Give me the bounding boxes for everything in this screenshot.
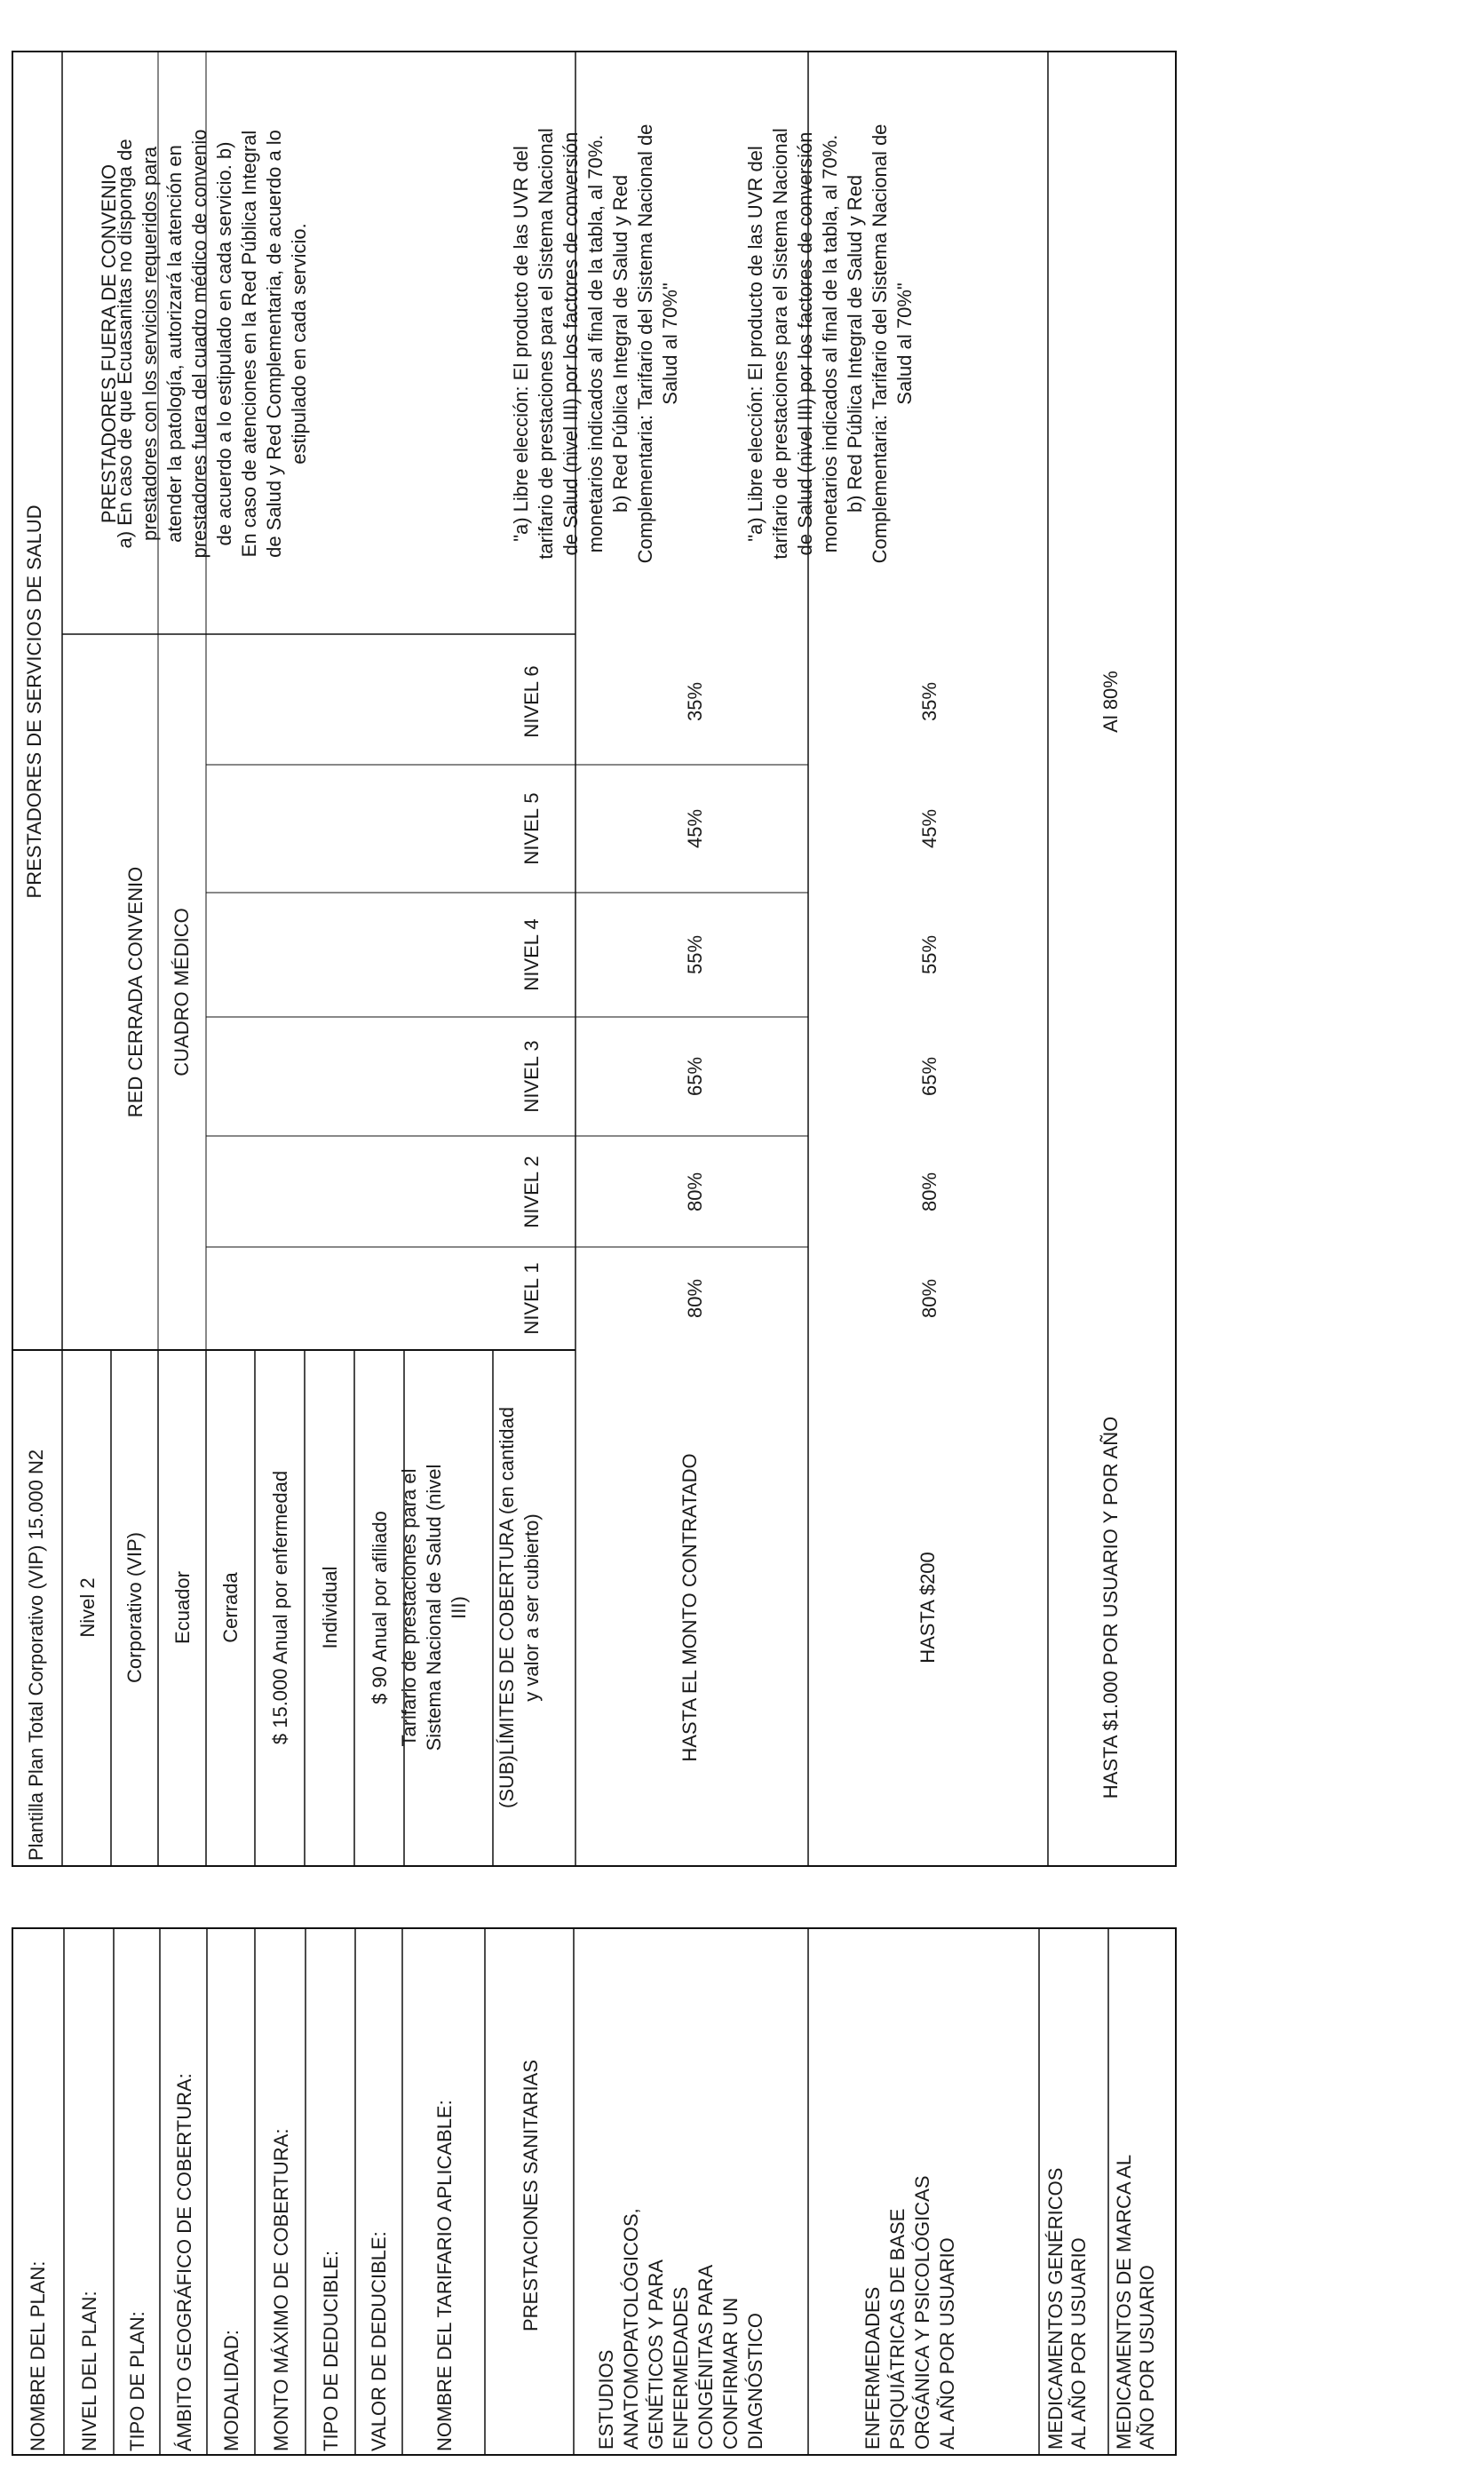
fuera-convenio-note: a) En caso de que Ecuasanitas no disponga de prestadores con los servicios requeridos para atender la patología, autorizará la atención en prestadores fuera del cuadro médico de convenio de acuerdo a lo estipulado en cada servicio. b) En caso de atenciones en la Red Pública Integral de Salud y Red Complementaria, de acuerdo a lo estipulado en cada servicio. [114, 129, 310, 559]
nivel-value-1-2: 80% [684, 1171, 706, 1212]
plan-nombre-value: Plantilla Plan Total Corporativo (VIP) 15.000 N2 [25, 1449, 47, 1861]
fuera-psiquiatricas: "a) Libre elección: El producto de las UVR del tarifario de prestaciones para el Sistema Nacional de Salud (nivel III) por los factores de conversión monetarios indicados al final de la tabla, al 70%. b) Red Pública Integral de Salud y Red Complementaria: Tarifario del Sistema Nacional de Salud al 70%" [744, 123, 916, 564]
label-nivel-plan: NIVEL DEL PLAN: [78, 2291, 100, 2451]
label-tipo-plan: TIPO DE PLAN: [126, 2311, 148, 2451]
nivel-header-1: NIVEL 1 [520, 1262, 543, 1335]
plan-ambito-value: Ecuador [171, 1571, 194, 1644]
label-tarifario: NOMBRE DEL TARIFARIO APLICABLE: [433, 2100, 456, 2451]
label-estudios: ESTUDIOS ANATOMOPATOLÓGICOS, GENÉTICOS Y PARA ENFERMEDADES CONGÉNITAS PARA CONFIRMAR UN DIAGNÓSTICO [595, 2208, 766, 2450]
plan-tipo-value: Corporativo (VIP) [123, 1532, 146, 1683]
label-modalidad: MODALIDAD: [220, 2330, 242, 2451]
nivel-header-3: NIVEL 3 [520, 1040, 543, 1113]
label-genericos: MEDICAMENTOS GENÉRICOSAL AÑO POR USUARIO [1044, 2167, 1090, 2450]
nivel-header-6: NIVEL 6 [520, 665, 543, 738]
nivel-header-2: NIVEL 2 [520, 1156, 543, 1228]
nivel-header-4: NIVEL 4 [520, 918, 543, 991]
limite-medicamentos: HASTA $1.000 POR USUARIO Y POR AÑO [1099, 1416, 1122, 1799]
header-red-cerrada: RED CERRADA CONVENIO [124, 866, 147, 1118]
plan-valor-deducible-value: $ 90 Anual por afiliado [369, 1511, 391, 1704]
nivel-value-2-6: 35% [918, 681, 940, 722]
nivel-value-1-1: 80% [684, 1278, 706, 1319]
plan-sublimites-value: (SUB)LÍMITES DE COBERTURA (en cantidad y valor a ser cubierto) [496, 1407, 543, 1808]
nivel-value-1-5: 45% [684, 808, 706, 849]
limite-estudios: HASTA EL MONTO CONTRATADO [679, 1453, 701, 1762]
nivel-values [684, 682, 940, 1318]
plan-modalidad-value: Cerrada [219, 1572, 242, 1643]
nivel-header-5: NIVEL 5 [520, 792, 543, 865]
nivel-headers [520, 665, 543, 1334]
label-prestaciones: PRESTACIONES SANITARIAS [520, 2059, 542, 2332]
label-valor-deducible: VALOR DE DEDUCIBLE: [368, 2231, 390, 2451]
plan-nivel-value: Nivel 2 [76, 1577, 99, 1638]
label-ambito: ÁMBITO GEOGRÁFICO DE COBERTURA: [173, 2073, 195, 2451]
cobertura-medicamentos: Al 80% [1099, 671, 1122, 733]
header-cuadro-medico: CUADRO MÉDICO [171, 908, 193, 1076]
header-fuera-convenio: PRESTADORES FUERA DE CONVENIO [98, 163, 120, 524]
nivel-value-2-5: 45% [918, 808, 940, 849]
label-monto-maximo: MONTO MÁXIMO DE COBERTURA: [270, 2128, 292, 2451]
limite-psiquiatricas: HASTA $200 [917, 1552, 939, 1664]
label-psiquiatricas: ENFERMEDADES PSIQUIÁTRICAS DE BASE ORGÁNICA Y PSICOLÓGICAS AL AÑO POR USUARIO [861, 2175, 958, 2450]
plan-tarifario-value: Tarifario de prestaciones para el Sistema Nacional de Salud (nivel III) [398, 1464, 470, 1751]
plan-monto-value: $ 15.000 Anual por enfermedad [269, 1470, 291, 1745]
fuera-estudios: "a) Libre elección: El producto de las UVR del tarifario de prestaciones para el Sistema Nacional de Salud (nivel III) por los factores de conversión monetarios indicados al final de la tabla, al 70%. b) Red Pública Integral de Salud y Red Complementaria: Tarifario del Sistema Nacional de Salud al 70%" [510, 123, 681, 564]
nivel-value-2-4: 55% [918, 934, 940, 975]
nivel-value-1-3: 65% [684, 1056, 706, 1097]
nivel-value-1-4: 55% [684, 934, 706, 975]
label-tipo-deducible: TIPO DE DEDUCIBLE: [320, 2250, 342, 2451]
nivel-value-2-3: 65% [918, 1056, 940, 1097]
nivel-value-1-6: 35% [684, 681, 706, 722]
header-prestadores: PRESTADORES DE SERVICIOS DE SALUD [23, 504, 45, 899]
coverage-table [12, 52, 1176, 1866]
plan-tipo-deducible-value: Individual [319, 1566, 341, 1649]
label-marca: MEDICAMENTOS DE MARCA ALAÑO POR USUARIO [1113, 2154, 1158, 2450]
nivel-value-2-2: 80% [918, 1171, 940, 1212]
label-nombre-plan: NOMBRE DEL PLAN: [27, 2260, 49, 2451]
labels-table [12, 1928, 1176, 2455]
nivel-value-2-1: 80% [918, 1278, 940, 1319]
